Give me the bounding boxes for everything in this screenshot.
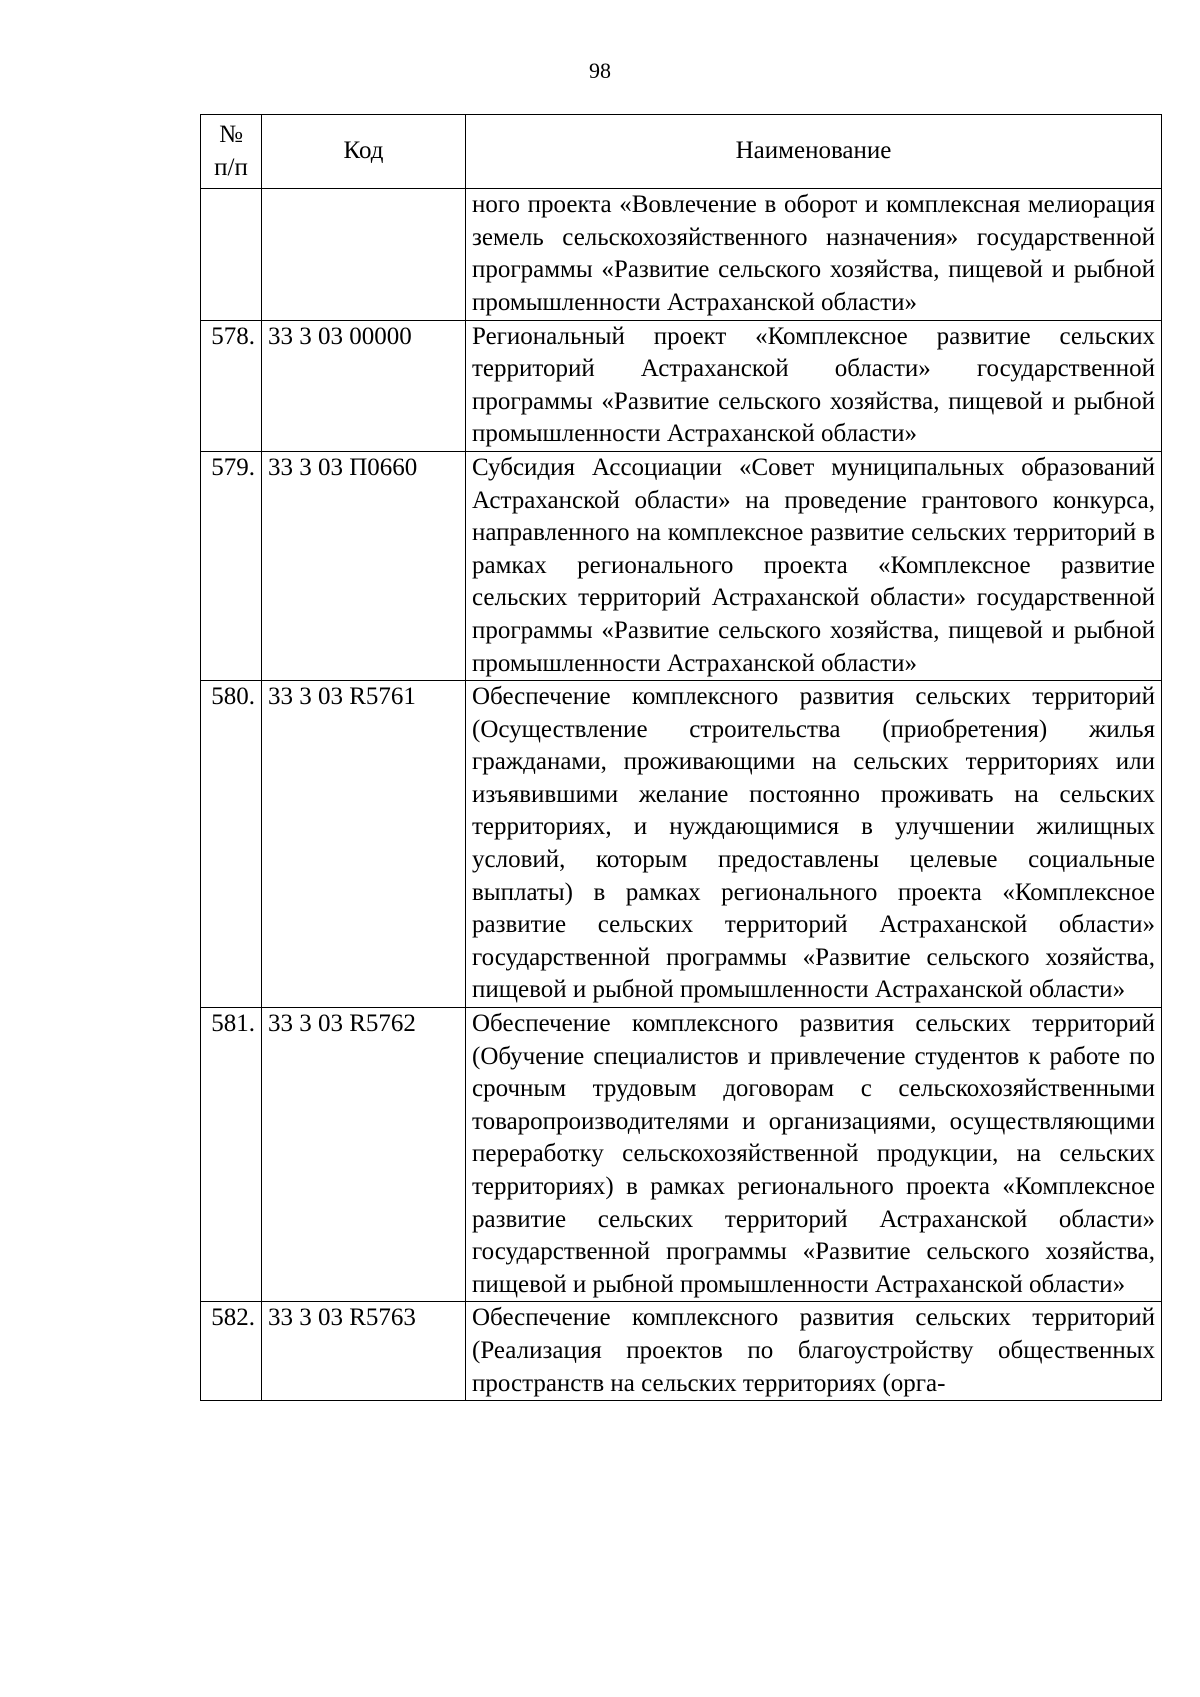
table-header-row bbox=[201, 115, 1162, 189]
row-name: Обеспечение комплексного развития сельских территорий (Осуществление строительства (приобретения) жилья гражданами, проживающими на сельских территориях или изъявившими желание постоянно проживать на сельских территориях, и нуждающимися в улучшении жилищных условий, которым предоставлены целевые социальные выплаты) в рамках регионального проекта «Комплексное развитие сельских территорий Астраханской области» государственной программы «Развитие сельского хозяйства, пищевой и рыбной промышленности Астраханской области» bbox=[466, 681, 1162, 1008]
row-name: Субсидия Ассоциации «Совет муниципальных образований Астраханской области» на проведение грантового конкурса, направленного на комплексное развитие сельских территорий в рамках регионального проекта «Комплексное развитие сельских территорий Астраханской области» государственной программы «Развитие сельского хозяйства, пищевой и рыбной промышленности Астраханской области» bbox=[466, 451, 1162, 680]
table-row bbox=[201, 320, 1162, 451]
table-row bbox=[201, 189, 1162, 320]
row-code: 33 3 03 R5762 bbox=[262, 1008, 466, 1302]
budget-code-table bbox=[200, 114, 1162, 1401]
row-name: Обеспечение комплексного развития сельских территорий (Обучение специалистов и привлечение студентов к работе по срочным трудовым договорам с сельскохозяйственными товаропроизводителями и организациями, осуществляющими переработку сельскохозяйственной продукции, на сельских территориях) в рамках регионального проекта «Комплексное развитие сельских территорий Астраханской области» государственной программы «Развитие сельского хозяйства, пищевой и рыбной промышленности Астраханской области» bbox=[466, 1008, 1162, 1302]
table-row bbox=[201, 451, 1162, 680]
row-number: 581. bbox=[201, 1008, 262, 1302]
header-code: Код bbox=[262, 115, 466, 189]
table-row bbox=[201, 1008, 1162, 1302]
row-number bbox=[201, 189, 262, 320]
header-number bbox=[201, 115, 262, 189]
row-code: 33 3 03 R5761 bbox=[262, 681, 466, 1008]
table-row bbox=[201, 681, 1162, 1008]
row-number: 578. bbox=[201, 320, 262, 451]
page-number: 98 bbox=[589, 58, 611, 83]
row-code: 33 3 03 00000 bbox=[262, 320, 466, 451]
table-row bbox=[201, 1302, 1162, 1401]
row-code: 33 3 03 R5763 bbox=[262, 1302, 466, 1401]
row-number: 579. bbox=[201, 451, 262, 680]
header-number-sub: п/п bbox=[214, 153, 248, 181]
header-name: Наименование bbox=[466, 115, 1162, 189]
row-number: 582. bbox=[201, 1302, 262, 1401]
row-number: 580. bbox=[201, 681, 262, 1008]
row-code: 33 3 03 П0660 bbox=[262, 451, 466, 680]
row-name: Региональный проект «Комплексное развитие сельских территорий Астраханской области» государственной программы «Развитие сельского хозяйства, пищевой и рыбной промышленности Астраханской области» bbox=[466, 320, 1162, 451]
header-number-sign: № bbox=[219, 121, 243, 148]
row-name: ного проекта «Вовлечение в оборот и комплексная мелиорация земель сельскохозяйственного назначения» государственной программы «Развитие сельского хозяйства, пищевой и рыбной промышленности Астраханской области» bbox=[466, 189, 1162, 320]
row-name: Обеспечение комплексного развития сельских территорий (Реализация проектов по благоустройству общественных пространств на сельских территориях (орга- bbox=[466, 1302, 1162, 1401]
row-code bbox=[262, 189, 466, 320]
